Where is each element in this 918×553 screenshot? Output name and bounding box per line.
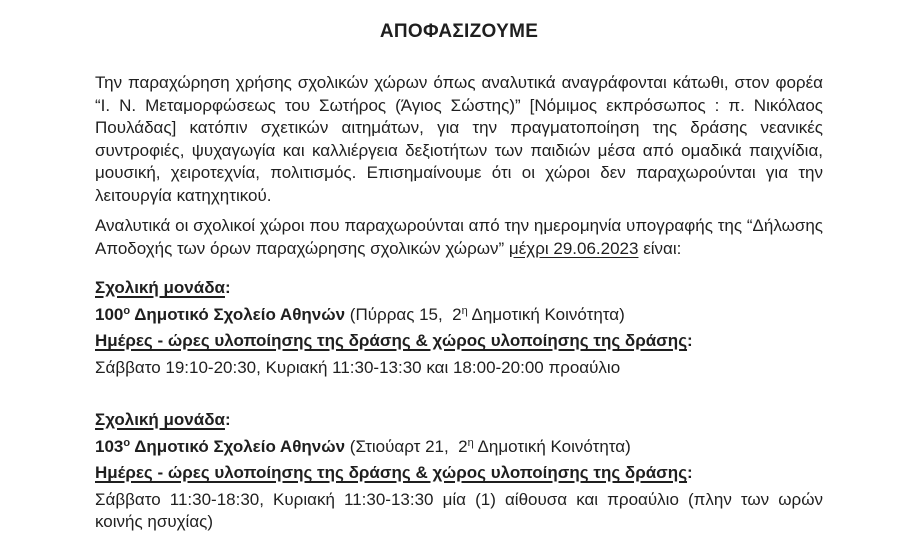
unit-heading-line-2 (95, 409, 823, 432)
intro-paragraph: Την παραχώρηση χρήσης σχολικών χώρων όπως αναλυτικά αναγράφονται κάτωθι, στον φορέα “Ι. Ν. Μεταμορφώσεως του Σωτήρος (Άγιος Σώστης)” [Νόμιμος εκπρόσωπος : π. Νικόλαος Πουλάδας] κατόπιν σχετικών αιτημάτων, για την πραγματοποίηση της δράσης νεανικές συντροφιές, ψυχαγωγία και καλλιέργεια δεξιοτήτων των παιδιών μέσα από ομαδικά παιχνίδια, μουσική, χειροτεχνία, πολιτισμός. Επισημαίνουμε ότι οι χώροι δεν παραχωρούνται για την λειτουργία κατηχητικού. (95, 73, 823, 205)
district-ordinal-sup: η (461, 304, 468, 317)
hours-heading-label: Ημέρες - ώρες υλοποίησης της δράσης & χώρος υλοποίησης της δράσης (95, 331, 688, 350)
hours-heading-line-1 (95, 330, 823, 353)
school-name: Δημοτικό Σχολείο Αθηνών (130, 304, 346, 324)
school-name-line-1 (95, 304, 823, 327)
school-number-ordinal-sup: ο (123, 304, 131, 317)
schedule-line-1: Σάββατο 19:10-20:30, Κυριακή 11:30-13:30 και 18:00-20:00 προαύλιο (95, 357, 621, 377)
document-title: ΑΠΟΦΑΣΙΖΟΥΜΕ (379, 21, 539, 42)
school-name: Δημοτικό Σχολείο Αθηνών (130, 436, 346, 456)
deadline-date: μέχρι 29.06.2023 (508, 238, 639, 258)
school-location-open: (Πύρρας 15, 2 (345, 304, 462, 324)
details-suffix-text: είναι: (638, 238, 682, 258)
details-paragraph (95, 215, 823, 260)
school-location-close: Δημοτική Κοινότητα) (467, 304, 625, 324)
hours-heading-colon: : (687, 331, 693, 350)
unit-heading-colon: : (224, 410, 231, 429)
hours-heading-colon: : (687, 463, 693, 482)
unit-heading-label: Σχολική μονάδα (95, 278, 225, 297)
details-prefix-text: Αναλυτικά οι σχολικοί χώροι που παραχωρούνται από την ημερομηνία υπογραφής της “Δήλωσης Αποδοχής των όρων παραχώρησης σχολικών χώρων” (95, 216, 823, 258)
school-number: 103 (95, 436, 124, 456)
school-number-ordinal-sup: ο (123, 436, 131, 449)
hours-heading-line-2 (95, 462, 823, 485)
school-block-2 (95, 409, 823, 534)
school-name-line-2 (95, 436, 823, 459)
district-ordinal-sup: η (467, 436, 474, 449)
unit-heading-line-1 (95, 277, 823, 300)
school-location-close: Δημοτική Κοινότητα) (473, 436, 631, 456)
school-block-1 (95, 277, 823, 379)
school-location-open: (Στιούαρτ 21, 2 (345, 436, 468, 456)
schedule-line-2: Σάββατο 11:30-18:30, Κυριακή 11:30-13:30 μία (1) αίθουσα και προαύλιο (πλην των ωρών κοινής ησυχίας) (95, 489, 823, 531)
unit-heading-label: Σχολική μονάδα (95, 410, 225, 429)
hours-heading-label: Ημέρες - ώρες υλοποίησης της δράσης & χώρος υλοποίησης της δράσης (95, 463, 688, 482)
unit-heading-colon: : (224, 278, 231, 297)
school-number: 100 (95, 304, 124, 324)
